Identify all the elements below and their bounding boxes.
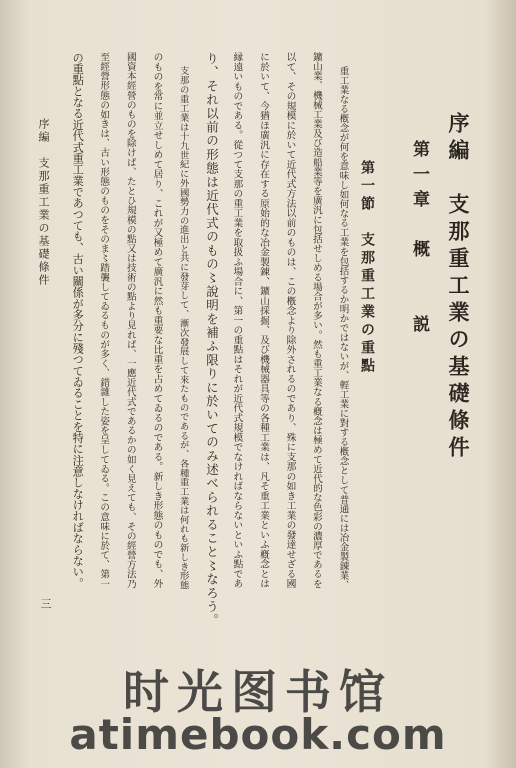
body-line: 至經營形態の如きは、古い形態のものをそのま〻踏襲してゐるものが多く、錯雜した姿を呈してゐる。この意味に於て、第一 (98, 52, 110, 589)
body-line: 國資本經營のものを除けば、たとひ規模の點又は技術の點より見れば、一應近代式であるかの如く見えても、その經營方法乃 (124, 52, 136, 589)
watermark-en: atimebook.com (69, 710, 447, 759)
body-line: 鑛山業、機械工業及び造船業等を廣汎に包括せしめる場合が多い。然も重工業なる槪念は極めて近代的な色彩の濃厚であるを (310, 52, 322, 589)
watermark-cn: 时光图书馆 (123, 665, 393, 719)
part-title: 序編 支那重工業の基礎條件 (446, 112, 471, 463)
body-line: 支那の重工業は十九世紀に外國勢力の進出と共に發芽して、漸次發展して來たものであるが、各種重工業は何れも新しき形態 (177, 66, 189, 590)
body-line: 重工業なる槪念が何を意味し如何なる工業を包括するか明かではないが、輕工業に對する槪念として普通には冶金製錬業、 (337, 66, 349, 590)
body-line: に於いて、今猶ほ廣汎に存在する原始的な冶金製錬、鑛山採掘、及び機械器具等の各種工業は、凡そ重工業といふ槪念とは (257, 52, 269, 589)
body-line: り、それ以前の形態は近代式のもの〻說明を補ふ限りに於いてのみ述べられること〻なろう。 (204, 52, 220, 628)
page-number: 三 (39, 598, 52, 609)
section-title: 第一節 支那重工業の重點 (359, 160, 375, 376)
body-line: の重點となる近代式重工業であつても、古い關係が多分に殘つてゐることを特に注意しなければならない。 (71, 52, 85, 589)
body-line: のものを常に並立せしめて居り、これが又極めて廣汎に然も重要な比重を占めてゐるのである。新しき形態のものでも、外 (151, 52, 163, 589)
chapter-title: 第一章 概 説 (409, 140, 429, 340)
body-line: 以て、その規模に於いて近代式方法以前のものは、この槪念より除外されるのであり、殊に支那の如き工業の發達せざる國 (284, 52, 296, 589)
page-footer-title: 序編 支那重工業の基礎條件 (37, 118, 50, 287)
body-line: 縁遠いものである。從つて支那の重工業を取扱ふ場合に、第一の重點はそれが近代式規模でなければならないといふ點であ (231, 52, 243, 589)
